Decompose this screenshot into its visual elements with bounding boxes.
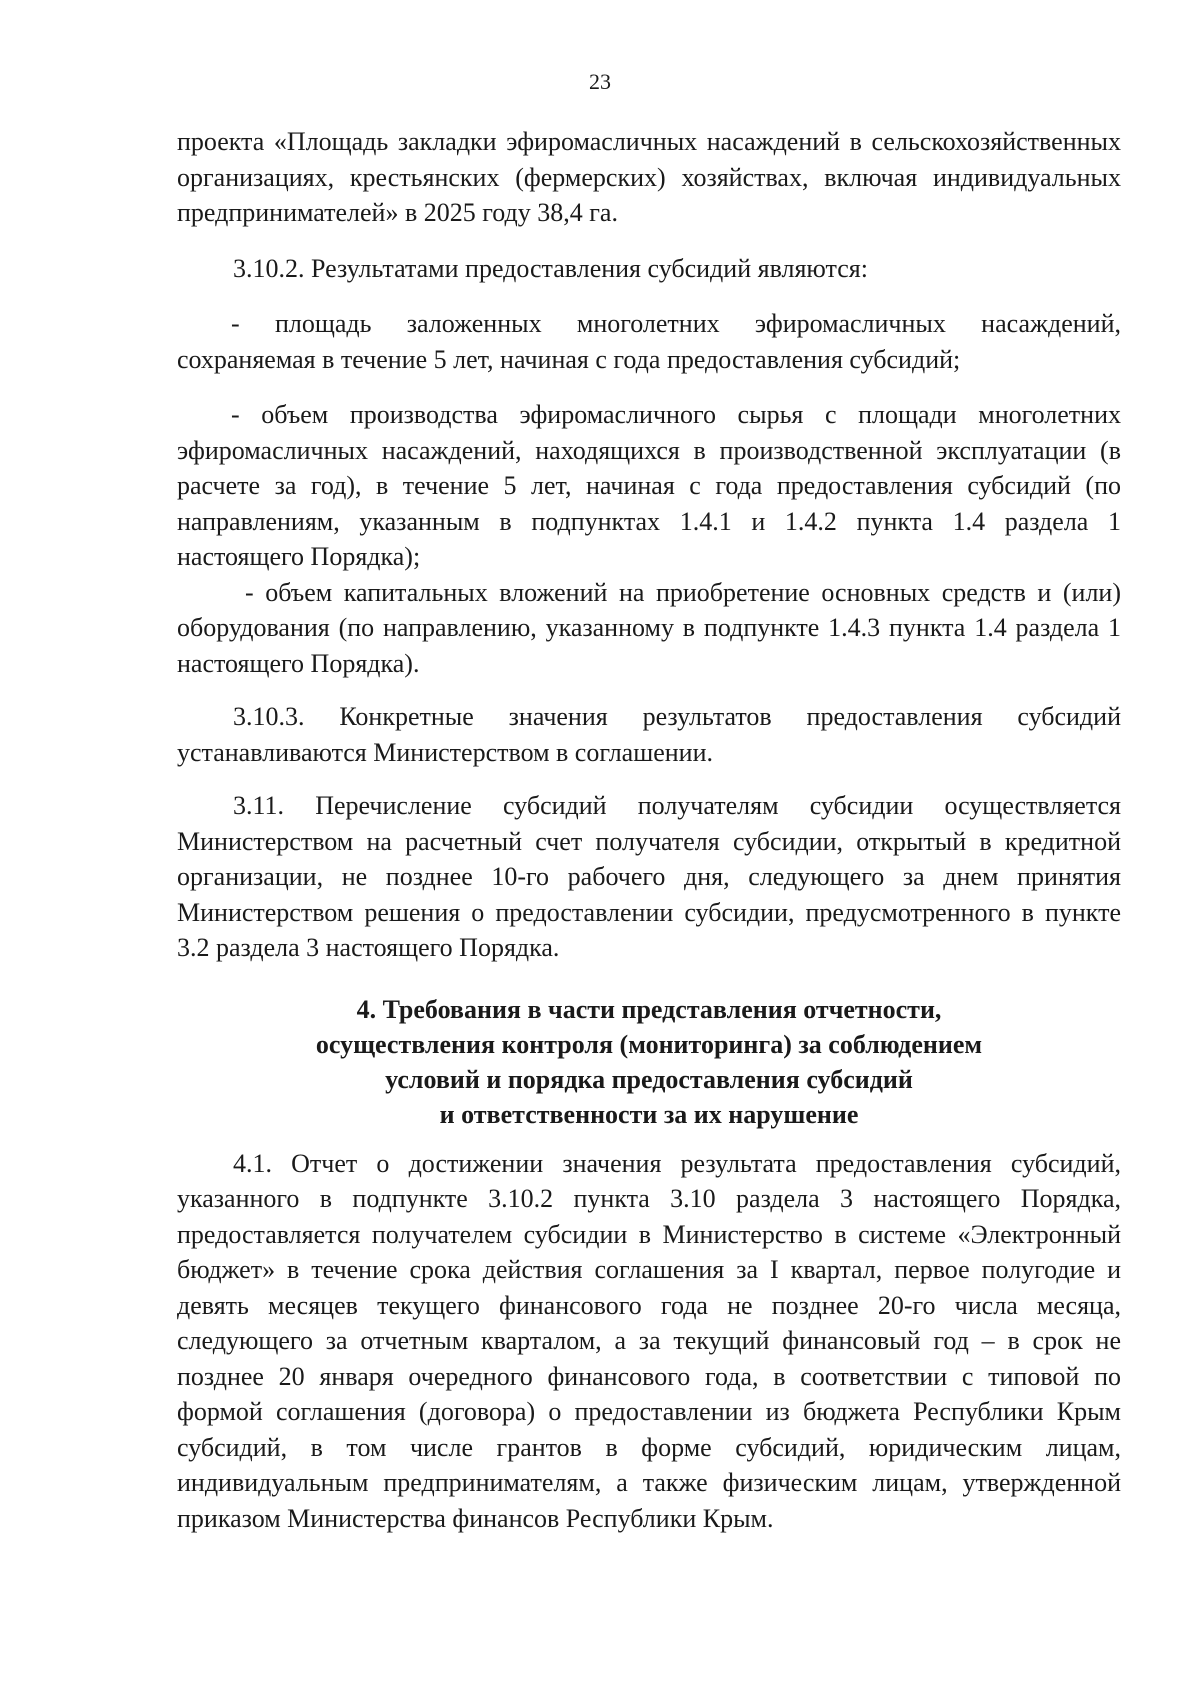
paragraph-3-10-2: 3.10.2. Результатами предоставления субсидий являются: [233, 253, 868, 283]
paragraph-project-area: проекта «Площадь закладки эфиромасличных насаждений в сельскохозяйственных организациях, крестьянских (фермерских) хозяйствах, включая индивидуальных предпринимателей» в 2025 году 38,4 га. [177, 127, 1121, 227]
document-body [177, 124, 1121, 1536]
paragraph-result-investments: - объем капитальных вложений на приобретение основных средств и (или) оборудования (по направлению, указанному в подпункте 1.4.3 пункта 1.4 раздела 1 настоящего Порядка). [177, 577, 1121, 678]
section-heading-line: и ответственности за их нарушение [439, 1099, 859, 1129]
section-heading-line: условий и порядка предоставления субсидий [385, 1064, 913, 1094]
section-heading-line: 4. Требования в части представления отчетности, [356, 994, 942, 1024]
section-4-heading [177, 992, 1121, 1132]
paragraph-3-10-3: 3.10.3. Конкретные значения результатов предоставления субсидий устанавливаются Министерством в соглашении. [177, 702, 1121, 767]
paragraph-result-area: - площадь заложенных многолетних эфиромасличных насаждений, сохраняемая в течение 5 лет, начиная с года предоставления субсидий; [177, 309, 1121, 374]
section-heading-line: осуществления контроля (мониторинга) за соблюдением [315, 1029, 983, 1059]
paragraph-3-11: 3.11. Перечисление субсидий получателям субсидии осуществляется Министерством на расчетный счет получателя субсидии, открытый в кредитной организации, не позднее 10-го рабочего дня, следующего за днем принятия Министерством решения о предоставлении субсидии, предусмотренного в пункте 3.2 раздела 3 настоящего Порядка. [177, 791, 1121, 962]
paragraph-result-volume: - объем производства эфиромасличного сырья с площади многолетних эфиромасличных насаждений, находящихся в производственной эксплуатации (в расчете за год), в течение 5 лет, начиная с года предоставления субсидий (по направлениям, указанным в подпунктах 1.4.1 и 1.4.2 пункта 1.4 раздела 1 настоящего Порядка); [177, 400, 1121, 571]
paragraph-4-1: 4.1. Отчет о достижении значения результата предоставления субсидий, указанного в подпункте 3.10.2 пункта 3.10 раздела 3 настоящего Порядка, предоставляется получателем субсидии в Министерство в системе «Электронный бюджет» в течение срока действия соглашения за I квартал, первое полугодие и девять месяцев текущего финансового года не позднее 20-го числа месяца, следующего за отчетным кварталом, а за текущий финансовый год – в срок не позднее 20 января очередного финансового года, в соответствии с типовой по формой соглашения (договора) о предоставлении из бюджета Республики Крым субсидий, в том числе грантов в форме субсидий, юридическим лицам, индивидуальным предпринимателям, а также физическим лицам, утвержденной приказом Министерства финансов Республики Крым. [177, 1148, 1121, 1533]
page-number: 23 [589, 69, 611, 94]
